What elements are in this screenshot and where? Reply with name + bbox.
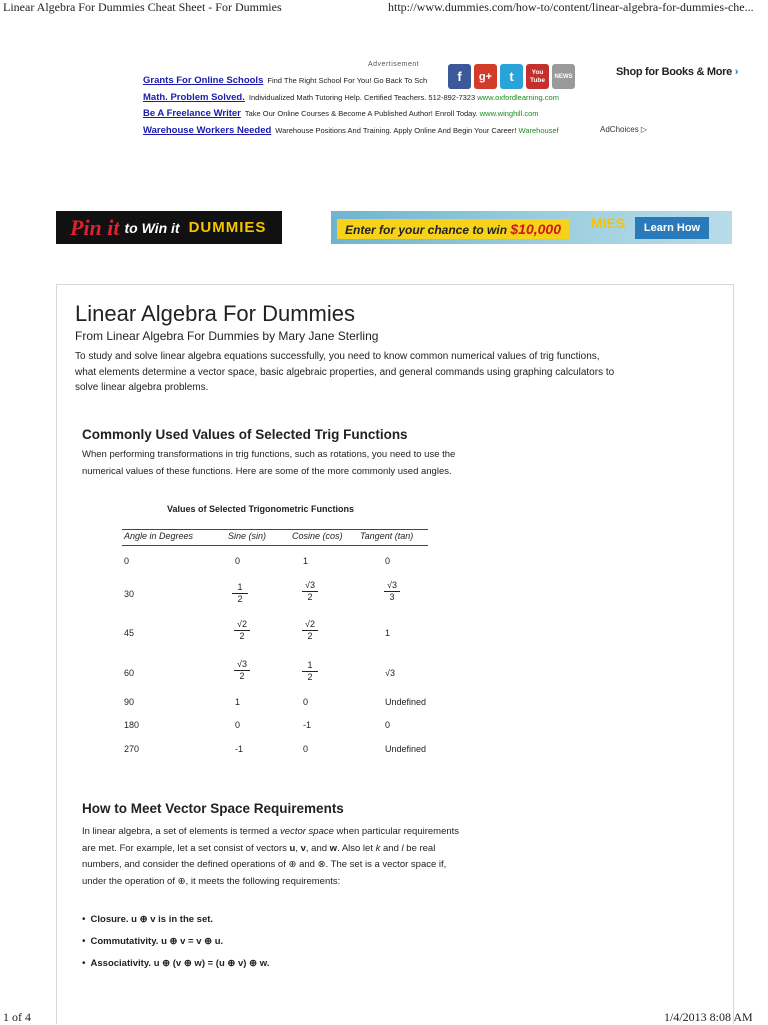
- bullet-icon: •: [82, 936, 86, 947]
- col-header-tangent: Tangent (tan): [360, 531, 414, 541]
- bullet-icon: •: [82, 914, 86, 925]
- table-cell-fraction: $\frac{√2}{2}$: [302, 619, 318, 642]
- requirement-rule: u ⊕ v is in the set.: [131, 914, 214, 925]
- youtube-icon[interactable]: You Tube: [526, 64, 549, 89]
- ad-link-math[interactable]: Math. Problem Solved.: [143, 91, 245, 103]
- requirements-list: [82, 909, 502, 975]
- ad-url[interactable]: Warehousef: [518, 125, 559, 135]
- table-cell-fraction: $\frac{1}{2}$: [302, 660, 318, 683]
- requirement-name: Closure.: [90, 914, 129, 925]
- table-cell: 0: [235, 720, 241, 730]
- dummies-logo-partial: MIES: [591, 215, 626, 231]
- table-cell-fraction: $\frac{√3}{3}$: [384, 580, 400, 603]
- table-cell: 0: [385, 720, 391, 730]
- requirement-name: Associativity.: [90, 958, 152, 969]
- col-header-sine: Sine (sin): [228, 531, 267, 541]
- google-plus-icon[interactable]: g+: [474, 64, 497, 89]
- table-cell: 1: [235, 697, 241, 707]
- table-cell: √3: [385, 668, 395, 678]
- table-cell: Undefined: [385, 744, 427, 754]
- facebook-icon[interactable]: f: [448, 64, 471, 89]
- ad-url[interactable]: www.oxfordlearning.com: [477, 92, 559, 102]
- adchoices-link[interactable]: AdChoices ▷: [600, 125, 648, 134]
- ad-text: Take Our Online Courses & Become A Published Author! Enroll Today.: [244, 109, 478, 118]
- requirement-rule: u ⊕ v = v ⊕ u.: [161, 936, 224, 947]
- section-heading-trig: Commonly Used Values of Selected Trig Functions: [82, 427, 408, 442]
- ad-url[interactable]: www.winghill.com: [479, 109, 539, 118]
- section-text-vector: In linear algebra, a set of elements is termed a vector space when particular requirements are met. For example, let a set consist of vectors u, v, and w. Also let k and l be real numbers, and consider the defined operations of ⊕ and ⊗. The set is a vector space if, under the operation of ⊕, it meets the following requirements:: [82, 826, 460, 887]
- article-intro: To study and solve linear algebra equations successfully, you need to know common numerical values of trig functions, what elements determine a vector space, basic algebraic properties, and general commands using graphing calculators to solve linear algebra problems.: [75, 351, 615, 393]
- table-cell: 1: [303, 556, 309, 566]
- table-cell: 270: [124, 744, 140, 754]
- contest-banner[interactable]: [331, 211, 732, 244]
- article-title: Linear Algebra For Dummies: [75, 301, 356, 326]
- learn-how-button[interactable]: Learn How: [635, 217, 709, 239]
- table-cell: 0: [385, 556, 391, 566]
- advertisement-label: Advertisement: [368, 61, 420, 68]
- contest-text: [337, 219, 569, 239]
- table-cell: 30: [124, 589, 135, 599]
- requirement-name: Commutativity.: [90, 936, 159, 947]
- ad-row: [143, 123, 603, 140]
- chevron-right-icon: ›: [734, 66, 739, 78]
- table-cell-fraction: $\frac{√2}{2}$: [234, 619, 250, 642]
- enter-text: Enter for your chance to win: [345, 223, 508, 237]
- ad-link-grants[interactable]: Grants For Online Schools: [143, 75, 264, 86]
- to-win-text: to Win it: [124, 219, 180, 236]
- table-cell-fraction: $\frac{√3}{2}$: [302, 580, 318, 603]
- table-cell-fraction: $\frac{√3}{2}$: [234, 659, 250, 682]
- social-icons: [448, 64, 575, 89]
- table-cell: 0: [124, 556, 130, 566]
- table-cell: 45: [124, 628, 135, 638]
- list-item: [82, 953, 502, 975]
- list-item: [82, 909, 502, 931]
- table-cell: 0: [235, 556, 241, 566]
- table-cell-fraction: $\frac{1}{2}$: [232, 582, 248, 605]
- table-cell: Undefined: [385, 697, 427, 707]
- section-heading-vector: How to Meet Vector Space Requirements: [82, 801, 344, 816]
- ad-link-freelance[interactable]: Be A Freelance Writer: [143, 108, 241, 119]
- pin-it-banner[interactable]: [56, 211, 282, 244]
- ad-link-warehouse[interactable]: Warehouse Workers Needed: [143, 124, 272, 136]
- ad-row: [143, 90, 603, 107]
- requirement-rule: u ⊕ (v ⊕ w) = (u ⊕ v) ⊕ w.: [153, 958, 270, 969]
- news-icon[interactable]: NEWS: [552, 64, 575, 89]
- ad-text: Warehouse Positions And Training. Apply Online And Begin Your Career!: [275, 125, 517, 135]
- page-url-header[interactable]: http://www.dummies.com/how-to/content/linear-algebra-for-dummies-che...: [388, 0, 754, 14]
- table-cell: -1: [235, 744, 244, 754]
- col-header-cosine: Cosine (cos): [292, 531, 343, 541]
- col-header-angle: Angle in Degrees: [124, 531, 194, 541]
- table-cell: 90: [124, 697, 135, 707]
- print-timestamp: 1/4/2013 8:08 AM: [664, 1010, 753, 1024]
- prize-amount: $10,000: [510, 221, 561, 237]
- table-caption: Values of Selected Trigonometric Functions: [167, 504, 355, 514]
- pin-it-logo: Pin it: [70, 214, 120, 240]
- page-title-header: Linear Algebra For Dummies Cheat Sheet - For Dummies: [3, 0, 282, 14]
- shop-label: Shop for Books & More: [616, 66, 732, 78]
- section-text-trig: When performing transformations in trig functions, such as rotations, you need to use the numerical values of these functions. Here are some of the more commonly used angles.: [82, 449, 456, 477]
- table-cell: -1: [303, 720, 312, 730]
- ad-text: Find The Right School For You! Go Back To Sch: [267, 76, 428, 85]
- page-count: 1 of 4: [3, 1010, 31, 1024]
- table-cell: 0: [303, 697, 309, 707]
- table-cell: 60: [124, 668, 135, 678]
- dummies-logo: DUMMIES: [188, 219, 267, 236]
- ad-text: Individualized Math Tutoring Help. Certified Teachers. 512-892-7323: [248, 92, 476, 102]
- table-cell: 1: [385, 628, 391, 638]
- table-cell: 180: [124, 720, 140, 730]
- ad-row: [143, 106, 603, 123]
- table-cell: 0: [303, 744, 309, 754]
- bullet-icon: •: [82, 958, 86, 969]
- article-byline: From Linear Algebra For Dummies by Mary Jane Sterling: [75, 329, 379, 343]
- list-item: [82, 931, 502, 953]
- twitter-icon[interactable]: t: [500, 64, 523, 89]
- shop-books-link[interactable]: [616, 66, 738, 78]
